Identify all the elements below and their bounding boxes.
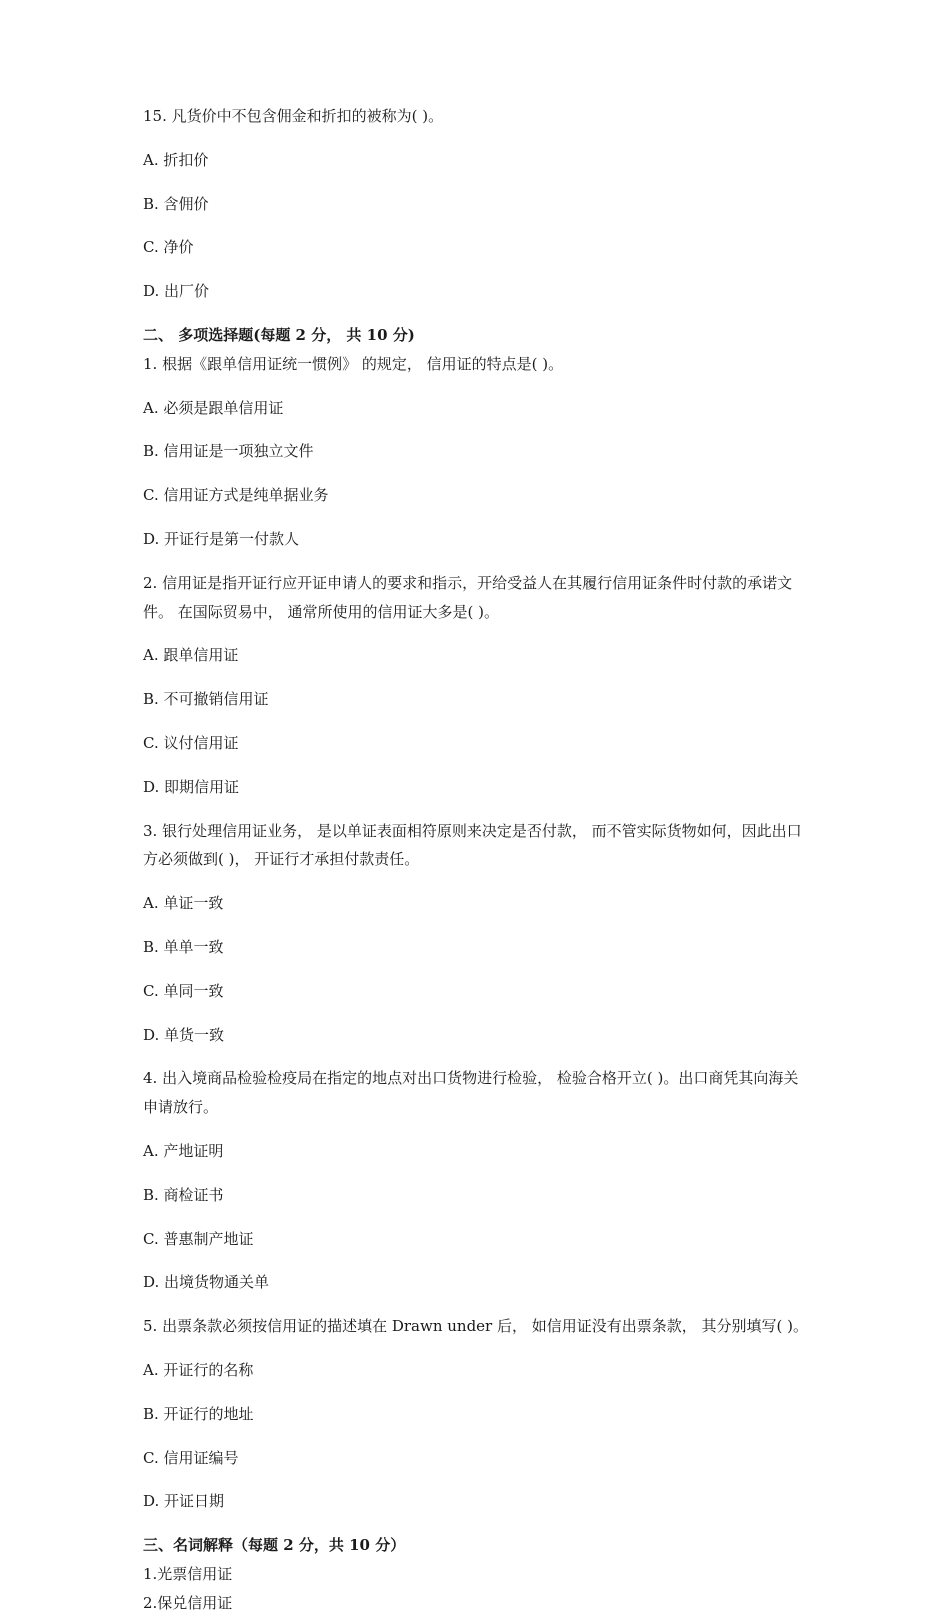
question-2 (143, 569, 811, 802)
question-3 (143, 817, 811, 1050)
option-a: A. 产地证明 (143, 1141, 224, 1160)
option-c: C. 单同一致 (143, 981, 224, 1000)
option-d: D. 单货一致 (143, 1025, 225, 1044)
option-c: C. 信用证方式是纯单据业务 (143, 486, 329, 505)
option-c: C. 净价 (143, 238, 194, 257)
option-c: C. 普惠制产地证 (143, 1229, 254, 1248)
option-b: B. 信用证是一项独立文件 (143, 442, 314, 461)
question-stem: 4. 出入境商品检验检疫局在指定的地点对出口货物进行检验， 检验合格开立( )。出口商凭其向海关申请放行。 (143, 1069, 799, 1117)
question-5 (143, 1312, 811, 1516)
option-d: D. 即期信用证 (143, 777, 240, 796)
option-d: D. 开证行是第一付款人 (143, 529, 300, 548)
option-d: D. 出境货物通关单 (143, 1273, 270, 1292)
option-b: B. 含佣价 (143, 194, 209, 213)
section-heading-multiple-choice: 二、 多项选择题(每题 2 分， 共 10 分) (143, 325, 415, 344)
option-c: C. 信用证编号 (143, 1448, 239, 1467)
option-b: B. 单单一致 (143, 937, 224, 956)
question-stem: 3. 银行处理信用证业务， 是以单证表面相符原则来决定是否付款， 而不管实际货物如何，因此出口方必须做到( )， 开证行才承担付款责任。 (143, 821, 802, 869)
term-item: 1.光票信用证 (143, 1564, 233, 1583)
option-a: A. 开证行的名称 (143, 1360, 254, 1379)
option-b: B. 商检证书 (143, 1185, 224, 1204)
question-stem: 1. 根据《跟单信用证统一惯例》 的规定， 信用证的特点是( )。 (143, 354, 564, 373)
question-15 (143, 102, 811, 306)
option-d: D. 出厂价 (143, 282, 210, 301)
question-stem: 2. 信用证是指开证行应开证申请人的要求和指示，开给受益人在其履行信用证条件时付款的承诺文件。 在国际贸易中， 通常所使用的信用证大多是( )。 (143, 573, 793, 621)
option-b: B. 开证行的地址 (143, 1404, 254, 1423)
question-stem: 5. 出票条款必须按信用证的描述填在 Drawn under 后， 如信用证没有出票条款， 其分别填写( )。 (143, 1317, 809, 1336)
question-4 (143, 1064, 811, 1297)
term-item: 2.保兑信用证 (143, 1593, 233, 1612)
option-c: C. 议付信用证 (143, 733, 239, 752)
option-d: D. 开证日期 (143, 1492, 225, 1511)
option-b: B. 不可撤销信用证 (143, 690, 269, 709)
option-a: A. 必须是跟单信用证 (143, 398, 284, 417)
option-a: A. 单证一致 (143, 894, 224, 913)
question-1 (143, 350, 811, 554)
option-a: A. 跟单信用证 (143, 646, 239, 665)
option-a: A. 折扣价 (143, 150, 209, 169)
section-heading-term-definitions: 三、名词解释（每题 2 分，共 10 分） (143, 1536, 406, 1555)
document-page (143, 102, 811, 1617)
question-stem: 15. 凡货价中不包含佣金和折扣的被称为( )。 (143, 107, 444, 125)
